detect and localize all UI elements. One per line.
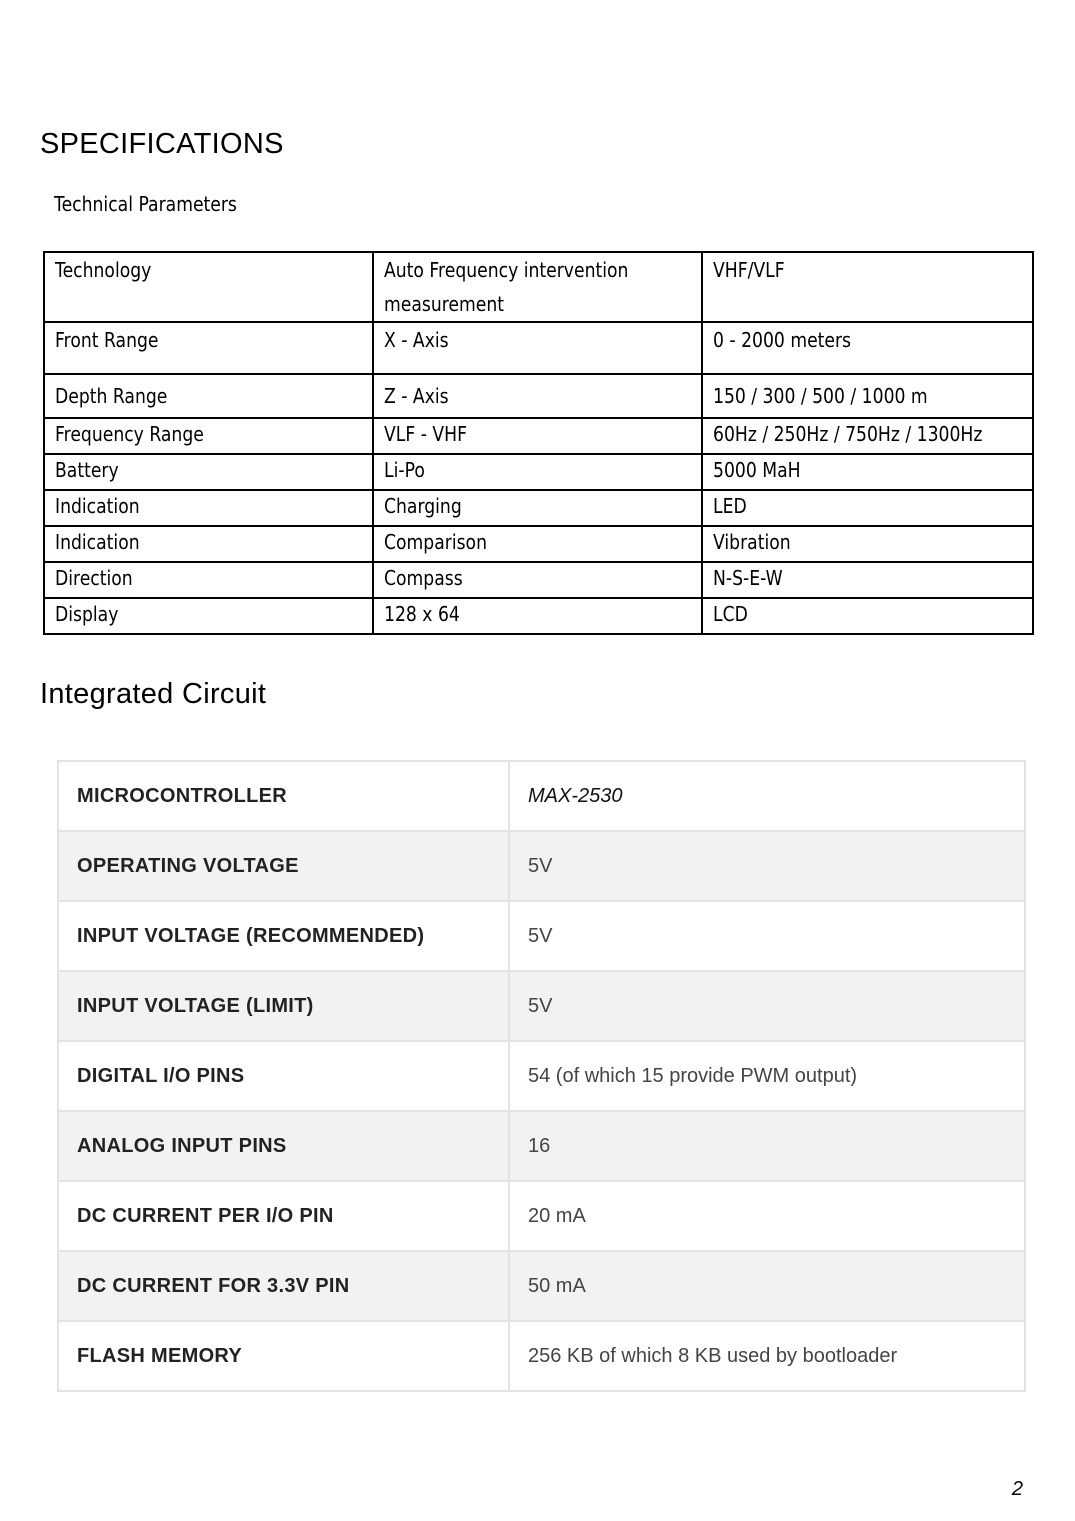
table-cell: N-S-E-W (702, 562, 1033, 598)
table-row (58, 901, 1025, 971)
table-cell: Indication (44, 490, 373, 526)
spec-name: INPUT VOLTAGE (RECOMMENDED) (58, 901, 509, 971)
spec-value: 50 mA (509, 1251, 1025, 1321)
table-cell: X - Axis (373, 322, 702, 374)
spec-value: 5V (509, 971, 1025, 1041)
table-cell: 0 - 2000 meters (702, 322, 1033, 374)
table-row (58, 1041, 1025, 1111)
table-row (44, 374, 1033, 418)
table-row (58, 1111, 1025, 1181)
spec-name: DC CURRENT PER I/O PIN (58, 1181, 509, 1251)
table-row (44, 526, 1033, 562)
table-cell: LCD (702, 598, 1033, 634)
table-cell: Front Range (44, 322, 373, 374)
table-cell: Li-Po (373, 454, 702, 490)
page-number: 2 (1011, 1478, 1023, 1500)
table-cell: Comparison (373, 526, 702, 562)
table-cell: Technology (44, 252, 373, 322)
table-row (44, 322, 1033, 374)
table-cell: Vibration (702, 526, 1033, 562)
table-row (44, 454, 1033, 490)
specifications-heading: SPECIFICATIONS (40, 128, 284, 160)
table-cell: Compass (373, 562, 702, 598)
table-cell: 5000 MaH (702, 454, 1033, 490)
spec-value: 20 mA (509, 1181, 1025, 1251)
spec-value: 5V (509, 901, 1025, 971)
spec-name: MICROCONTROLLER (58, 761, 509, 831)
technical-parameters-subheading: Technical Parameters (54, 192, 237, 216)
table-row (58, 761, 1025, 831)
spec-value: 16 (509, 1111, 1025, 1181)
spec-value: 256 KB of which 8 KB used by bootloader (509, 1321, 1025, 1391)
table-row (44, 598, 1033, 634)
spec-name: DIGITAL I/O PINS (58, 1041, 509, 1111)
table-row (44, 562, 1033, 598)
table-row (58, 1251, 1025, 1321)
table-cell: LED (702, 490, 1033, 526)
spec-value: MAX-2530 (509, 761, 1025, 831)
table-row (44, 490, 1033, 526)
spec-name: INPUT VOLTAGE (LIMIT) (58, 971, 509, 1041)
table-cell: 150 / 300 / 500 / 1000 m (702, 374, 1033, 418)
table-cell: 60Hz / 250Hz / 750Hz / 1300Hz (702, 418, 1033, 454)
table-cell: Auto Frequency intervention measurement (373, 252, 702, 322)
table-cell: Battery (44, 454, 373, 490)
integrated-circuit-heading: Integrated Circuit (40, 678, 267, 710)
integrated-circuit-table (57, 760, 1026, 1392)
table-cell: Indication (44, 526, 373, 562)
spec-name: FLASH MEMORY (58, 1321, 509, 1391)
spec-value: 54 (of which 15 provide PWM output) (509, 1041, 1025, 1111)
table-cell: Charging (373, 490, 702, 526)
table-row (58, 1321, 1025, 1391)
table-row (58, 831, 1025, 901)
table-row (58, 1181, 1025, 1251)
table-row (58, 971, 1025, 1041)
table-cell: VLF - VHF (373, 418, 702, 454)
table-cell: Depth Range (44, 374, 373, 418)
table-row (44, 418, 1033, 454)
spec-value: 5V (509, 831, 1025, 901)
spec-name: ANALOG INPUT PINS (58, 1111, 509, 1181)
spec-name: DC CURRENT FOR 3.3V PIN (58, 1251, 509, 1321)
table-cell: Frequency Range (44, 418, 373, 454)
table-cell: Z - Axis (373, 374, 702, 418)
table-cell: Display (44, 598, 373, 634)
technical-parameters-table (43, 251, 1034, 635)
table-row (44, 252, 1033, 322)
table-cell: VHF/VLF (702, 252, 1033, 322)
spec-name: OPERATING VOLTAGE (58, 831, 509, 901)
table-cell: 128 x 64 (373, 598, 702, 634)
table-cell: Direction (44, 562, 373, 598)
